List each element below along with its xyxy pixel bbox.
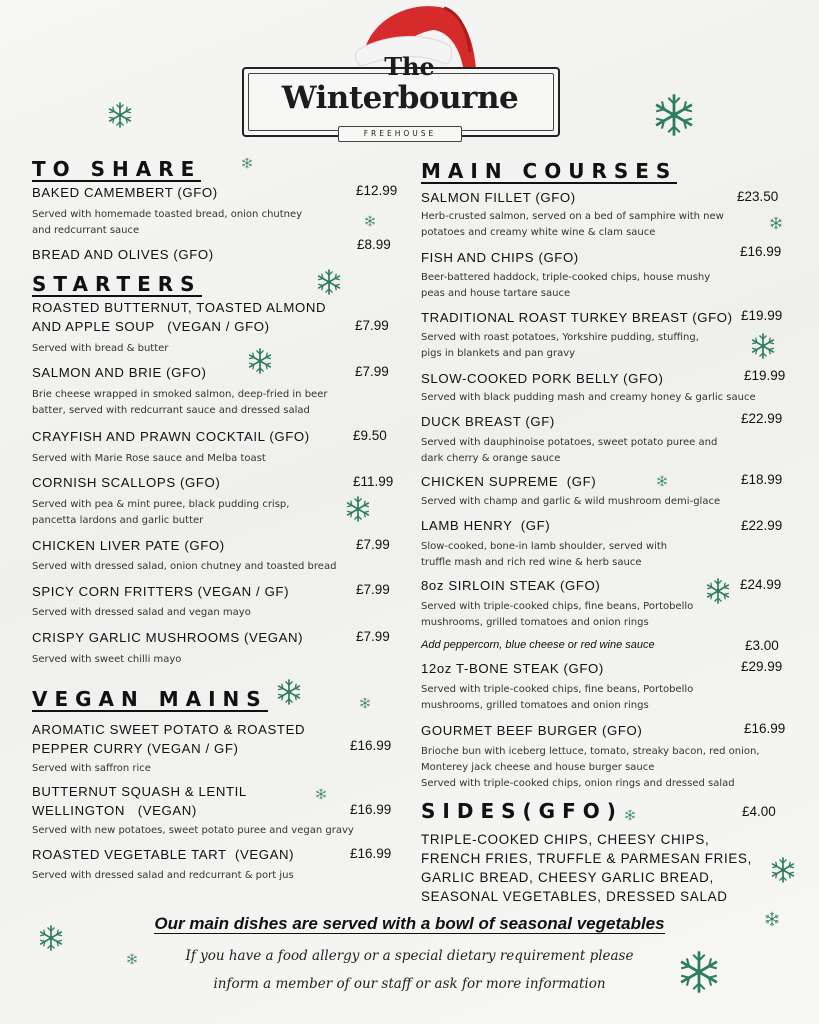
menu-item-price: £18.99 [741,472,783,487]
menu-item-price: £16.99 [350,738,392,753]
menu-item-description: Served with triple-cooked chips, fine beans, Portobello mushrooms, grilled tomatoes and onion rings [421,601,694,628]
menu-item-name: 12oz T-BONE STEAK (GFO) [421,661,604,676]
menu-item-description: Served with dressed salad, onion chutney and toasted bread [32,561,337,572]
menu-item-price: £16.99 [350,802,392,817]
menu-item-name: AROMATIC SWEET POTATO & ROASTED PEPPER CURRY (VEGAN / GF) [32,722,306,756]
menu-item-name: TRADITIONAL ROAST TURKEY BREAST (GFO) [421,310,733,325]
menu-item-name: SALMON AND BRIE (GFO) [32,365,207,380]
menu-item-price: £7.99 [356,582,390,597]
snowflake-icon [344,495,372,523]
snowflake-icon [364,215,376,227]
menu-item-description: Served with pea & mint puree, black pudding crisp, pancetta lardons and garlic butter [32,499,290,526]
snowflake-icon [315,788,327,800]
snowflake-icon [704,577,732,605]
snowflake-icon [749,332,777,360]
menu-item-price: £19.99 [744,368,786,383]
snowflake-icon [246,347,274,375]
menu-item-price: £8.99 [357,237,391,252]
menu-item-description: Slow-cooked, bone-in lamb shoulder, served with truffle mash and rich red wine & herb sauce [421,541,668,568]
snowflake-icon [624,809,636,821]
menu-item-name: SLOW-COOKED PORK BELLY (GFO) [421,371,664,386]
heading-to-share: TO SHARE [32,157,202,181]
heading-main-courses: MAIN COURSES [421,159,678,183]
menu-item-description: Beer-battered haddock, triple-cooked chips, house mushy peas and house tartare sauce [421,272,711,299]
snowflake-icon [676,949,722,995]
sides-price: £4.00 [742,804,776,819]
menu-item-description: Brioche bun with iceberg lettuce, tomato, streaky bacon, red onion, Monterey jack cheese and house burger sauce Served with triple-cooked chips, onion rings and dressed salad [421,746,760,789]
logo-subtitle: FREEHOUSE [338,126,462,142]
menu-item-description: Served with sweet chilli mayo [32,654,182,665]
menu-item-name: LAMB HENRY (GF) [421,518,551,533]
snowflake-icon [769,856,797,884]
menu-item-description: Served with triple-cooked chips, fine beans, Portobello mushrooms, grilled tomatoes and onion rings [421,684,694,711]
menu-item-description: Served with new potatoes, sweet potato puree and vegan gravy [32,825,354,836]
menu-item-name: SALMON FILLET (GFO) [421,190,576,205]
menu-item-price: £7.99 [356,629,390,644]
menu-item-name: BUTTERNUT SQUASH & LENTIL WELLINGTON (VEGAN) [32,784,247,818]
menu-item-name: CRAYFISH AND PRAWN COCKTAIL (GFO) [32,429,310,444]
snowflake-icon [764,911,780,927]
menu-item-name: BREAD AND OLIVES (GFO) [32,247,214,262]
logo-name: Winterbourne [281,80,519,116]
menu-item-price: £19.99 [741,308,783,323]
menu-item-name: 8oz SIRLOIN STEAK (GFO) [421,578,601,593]
snowflake-icon [769,216,783,230]
menu-item-description: Served with black pudding mash and creamy honey & garlic sauce [421,392,756,403]
vegetables-note: Our main dishes are served with a bowl of seasonal vegetables [154,914,665,933]
menu-item-price: £16.99 [350,846,392,861]
menu-item-description: Served with saffron rice [32,763,151,774]
sauce-addon-price: £3.00 [745,638,779,653]
menu-item-name: CHICKEN SUPREME (GF) [421,474,597,489]
heading-sides: SIDES(GFO) [421,799,623,823]
menu-item-name: BAKED CAMEMBERT (GFO) [32,185,218,200]
menu-item-price: £16.99 [744,721,786,736]
menu-item-name: CRISPY GARLIC MUSHROOMS (VEGAN) [32,630,304,645]
menu-item-description: Served with homemade toasted bread, onion chutney and redcurrant sauce [32,209,303,236]
menu-item-name: SPICY CORN FRITTERS (VEGAN / GF) [32,584,290,599]
sides-list: TRIPLE-COOKED CHIPS, CHEESY CHIPS, FRENCH FRIES, TRUFFLE & PARMESAN FRIES, GARLIC BREAD, CHEESY GARLIC BREAD, SEASONAL VEGETABLES, DRESSED SALAD [421,832,753,904]
menu-item-description: Served with dressed salad and redcurrant & port jus [32,870,294,881]
snowflake-icon [651,92,697,138]
menu-item-name: CHICKEN LIVER PATE (GFO) [32,538,225,553]
snowflake-icon [126,953,138,965]
sauce-addon-label: Add peppercorn, blue cheese or red wine sauce [421,639,655,651]
menu-item-name: FISH AND CHIPS (GFO) [421,250,579,265]
menu-item-price: £22.99 [741,411,783,426]
menu-item-description: Served with roast potatoes, Yorkshire pudding, stuffing, pigs in blankets and pan gravy [421,332,699,359]
menu-item-price: £7.99 [355,364,389,379]
menu-item-price: £23.50 [737,189,779,204]
menu-item-name: DUCK BREAST (GF) [421,414,555,429]
allergy-note-line-2: inform a member of our staff or ask for more information [213,976,606,992]
menu-item-price: £12.99 [356,183,398,198]
menu-item-description: Served with bread & butter [32,343,169,354]
snowflake-icon [106,101,134,129]
snowflake-icon [315,268,343,296]
menu-item-price: £24.99 [740,577,782,592]
menu-item-price: £29.99 [741,659,783,674]
menu-item-description: Served with dauphinoise potatoes, sweet potato puree and dark cherry & orange sauce [421,437,718,464]
menu-item-name: CORNISH SCALLOPS (GFO) [32,475,221,490]
menu-item-description: Brie cheese wrapped in smoked salmon, deep-fried in beer batter, served with redcurrant sauce and dressed salad [32,389,328,416]
menu-item-name: ROASTED BUTTERNUT, TOASTED ALMOND AND APPLE SOUP (VEGAN / GFO) [32,300,327,334]
menu-item-description: Herb-crusted salmon, served on a bed of samphire with new potatoes and creamy white wine & clam sauce [421,211,724,238]
heading-vegan-mains: VEGAN MAINS [32,687,268,711]
allergy-note-line-1: If you have a food allergy or a special dietary requirement please [185,948,634,964]
snowflake-icon [241,157,253,169]
heading-starters: STARTERS [32,272,202,296]
menu-item-price: £7.99 [356,537,390,552]
menu-item-name: ROASTED VEGETABLE TART (VEGAN) [32,847,295,862]
menu-item-price: £11.99 [353,474,394,489]
menu-item-name: GOURMET BEEF BURGER (GFO) [421,723,643,738]
snowflake-icon [359,697,371,709]
menu-item-price: £9.50 [353,428,387,443]
snowflake-icon [275,678,303,706]
menu-item-price: £7.99 [355,318,389,333]
menu-item-price: £16.99 [740,244,782,259]
snowflake-icon [37,924,65,952]
menu-item-price: £22.99 [741,518,783,533]
logo-the: The [384,52,435,81]
menu-item-description: Served with champ and garlic & wild mushroom demi-glace [421,496,721,507]
menu-item-description: Served with Marie Rose sauce and Melba toast [32,453,266,464]
snowflake-icon [656,475,668,487]
menu-item-description: Served with dressed salad and vegan mayo [32,607,251,618]
